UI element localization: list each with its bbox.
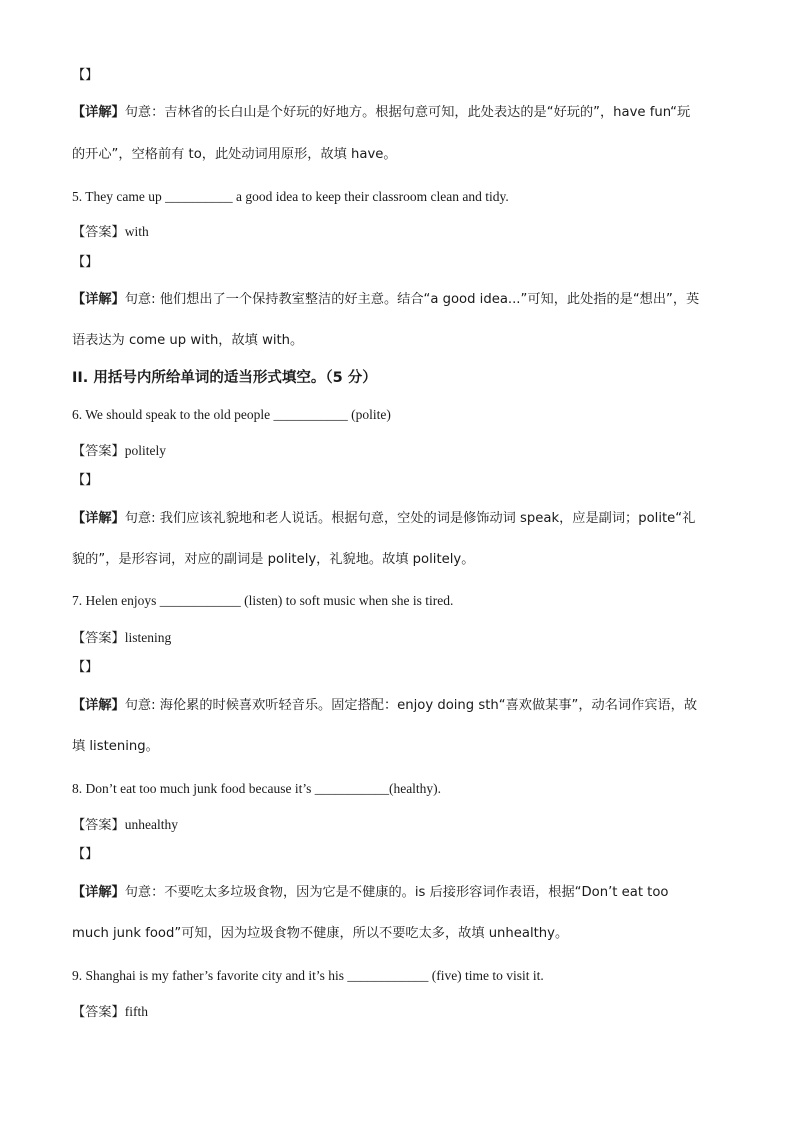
- explanation-line: 【详解】句意：不要吃太多垃圾食物，因为它是不健康的。is 后接形容词作表语，根据“Don’t eat too: [72, 885, 669, 900]
- bracket-line: 【】: [72, 473, 99, 488]
- bracket-line: 【】: [72, 660, 99, 675]
- question-9: 9. Shanghai is my father’s favorite city and it’s his ____________ (five) time to visit it.: [72, 968, 544, 983]
- answer-line: 【答案】listening: [72, 630, 172, 646]
- explanation-line: 的开心”，空格前有 to，此处动词用原形，故填 have。: [72, 147, 397, 162]
- explanation-line: 【详解】句意: 他们想出了一个保持教室整洁的好主意。结合“a good idea...”可知，此处指的是“想出”，英: [72, 292, 700, 307]
- bracket-line: 【】: [72, 847, 99, 862]
- answer-line: 【答案】with: [72, 224, 149, 240]
- explanation-line: 【详解】句意: 我们应该礼貌地和老人说话。根据句意，空处的词是修饰动词 speak，应是副词；polite“礼: [72, 511, 696, 526]
- question-8: 8. Don’t eat too much junk food because it’s ___________(healthy).: [72, 781, 442, 796]
- explanation-line: 语表达为 come up with，故填 with。: [72, 333, 304, 348]
- question-7: 7. Helen enjoys ____________ (listen) to soft music when she is tired.: [72, 593, 454, 608]
- bracket-line: 【】: [72, 68, 99, 83]
- explanation-line: 【详解】句意：吉林省的长白山是个好玩的好地方。根据句意可知，此处表达的是“好玩的”，have fun“玩: [72, 105, 691, 120]
- answer-line: 【答案】fifth: [72, 1004, 148, 1020]
- explanation-line: 【详解】句意: 海伦累的时候喜欢听轻音乐。固定搭配：enjoy doing sth“喜欢做某事”，动名词作宾语，故: [72, 698, 698, 713]
- explanation-line: 填 listening。: [72, 739, 159, 754]
- explanation-line: much junk food”可知，因为垃圾食物不健康，所以不要吃太多，故填 unhealthy。: [72, 926, 569, 941]
- question-5: 5. They came up __________ a good idea to keep their classroom clean and tidy.: [72, 189, 509, 204]
- answer-line: 【答案】unhealthy: [72, 817, 178, 833]
- question-6: 6. We should speak to the old people ___________ (polite): [72, 407, 391, 422]
- answer-line: 【答案】politely: [72, 443, 166, 459]
- section-heading: II. 用括号内所给单词的适当形式填空。（5 分）: [72, 370, 377, 386]
- bracket-line: 【】: [72, 255, 99, 270]
- explanation-line: 貌的”，是形容词，对应的副词是 politely，礼貌地。故填 politely。: [72, 552, 475, 567]
